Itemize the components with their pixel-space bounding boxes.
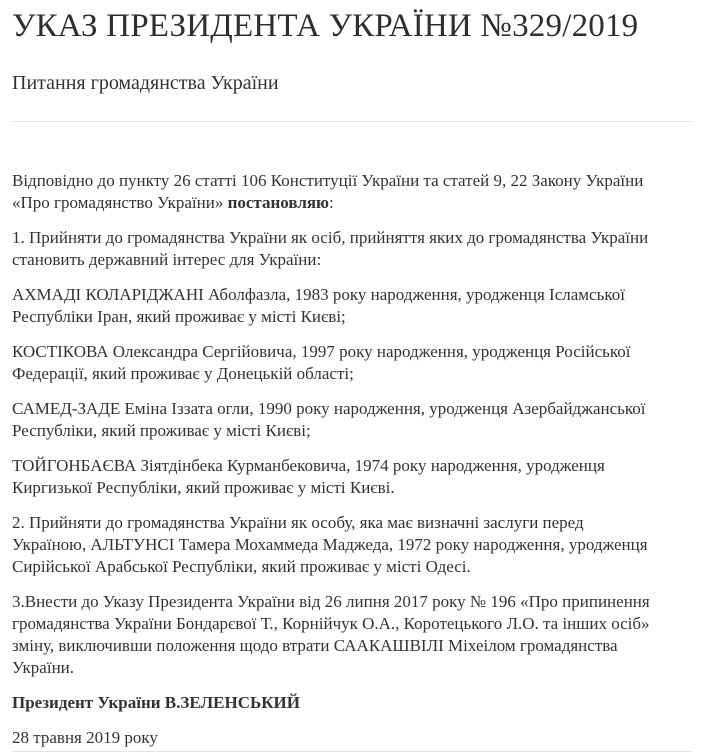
header-divider (12, 121, 692, 122)
preamble-colon: : (329, 193, 334, 212)
preamble-resolve-word: постановляю (227, 193, 330, 212)
preamble-text-line1: Відповідно до пункту 26 статті 106 Конституції України та статей 9, 22 Закону України (12, 171, 644, 190)
decree-item-3: 3.Внести до Указу Президента України від 26 липня 2017 року № 196 «Про припинення громадянства України Бондарєвої Т., Корнійчук О.А., Коротецького Л.О. та інших осіб» зміну, виключивши положення щодо втрати СААКАШВІЛІ Міхеілом громадянства України. (12, 592, 650, 677)
citizenship-entry-samed-zade: САМЕД-ЗАДЕ Еміна Іззата огли, 1990 року народження, уродженця Азербайджанської Республіки, який проживає у місті Києві; (12, 399, 646, 440)
decree-item-1: 1. Прийняти до громадянства України як осіб, прийняття яких до громадянства України становить державний інтерес для України: (12, 228, 649, 269)
page-title: УКАЗ ПРЕЗИДЕНТА УКРАЇНИ №329/2019 (12, 8, 639, 44)
decree-item-2: 2. Прийняти до громадянства України як особу, яка має визначні заслуги перед Україною, АЛЬТУНСІ Тамера Мохаммеда Маджеда, 1972 року народження, уродженця Сирійської Арабської Республіки, який проживає у місті Одесі. (12, 513, 648, 576)
preamble-paragraph (12, 170, 692, 214)
citizenship-entry-akhmadi: АХМАДІ КОЛАРІДЖАНІ Аболфазла, 1983 року народження, уродженця Ісламської Республіки Іран, який проживає у місті Києві; (12, 285, 625, 326)
decree-body (12, 170, 692, 752)
citizenship-entry-kostikova: КОСТІКОВА Олександра Сергійовича, 1997 року народження, уродженця Російської Федерації, який проживає у Донецькій області; (12, 342, 631, 383)
citizenship-entry-toigonbaev: ТОЙГОНБАЄВА Зіятдінбека Курманбековича, 1974 року народження, уродженця Киргизької Республіки, який проживає у місті Києві. (12, 456, 605, 497)
preamble-text-line2-prefix: «Про громадянство України» (12, 193, 228, 212)
decree-date: 28 травня 2019 року (12, 728, 158, 747)
footer-divider (12, 751, 692, 752)
president-signature: Президент України В.ЗЕЛЕНСЬКИЙ (12, 693, 300, 712)
page-subtitle: Питання громадянства України (12, 72, 279, 94)
